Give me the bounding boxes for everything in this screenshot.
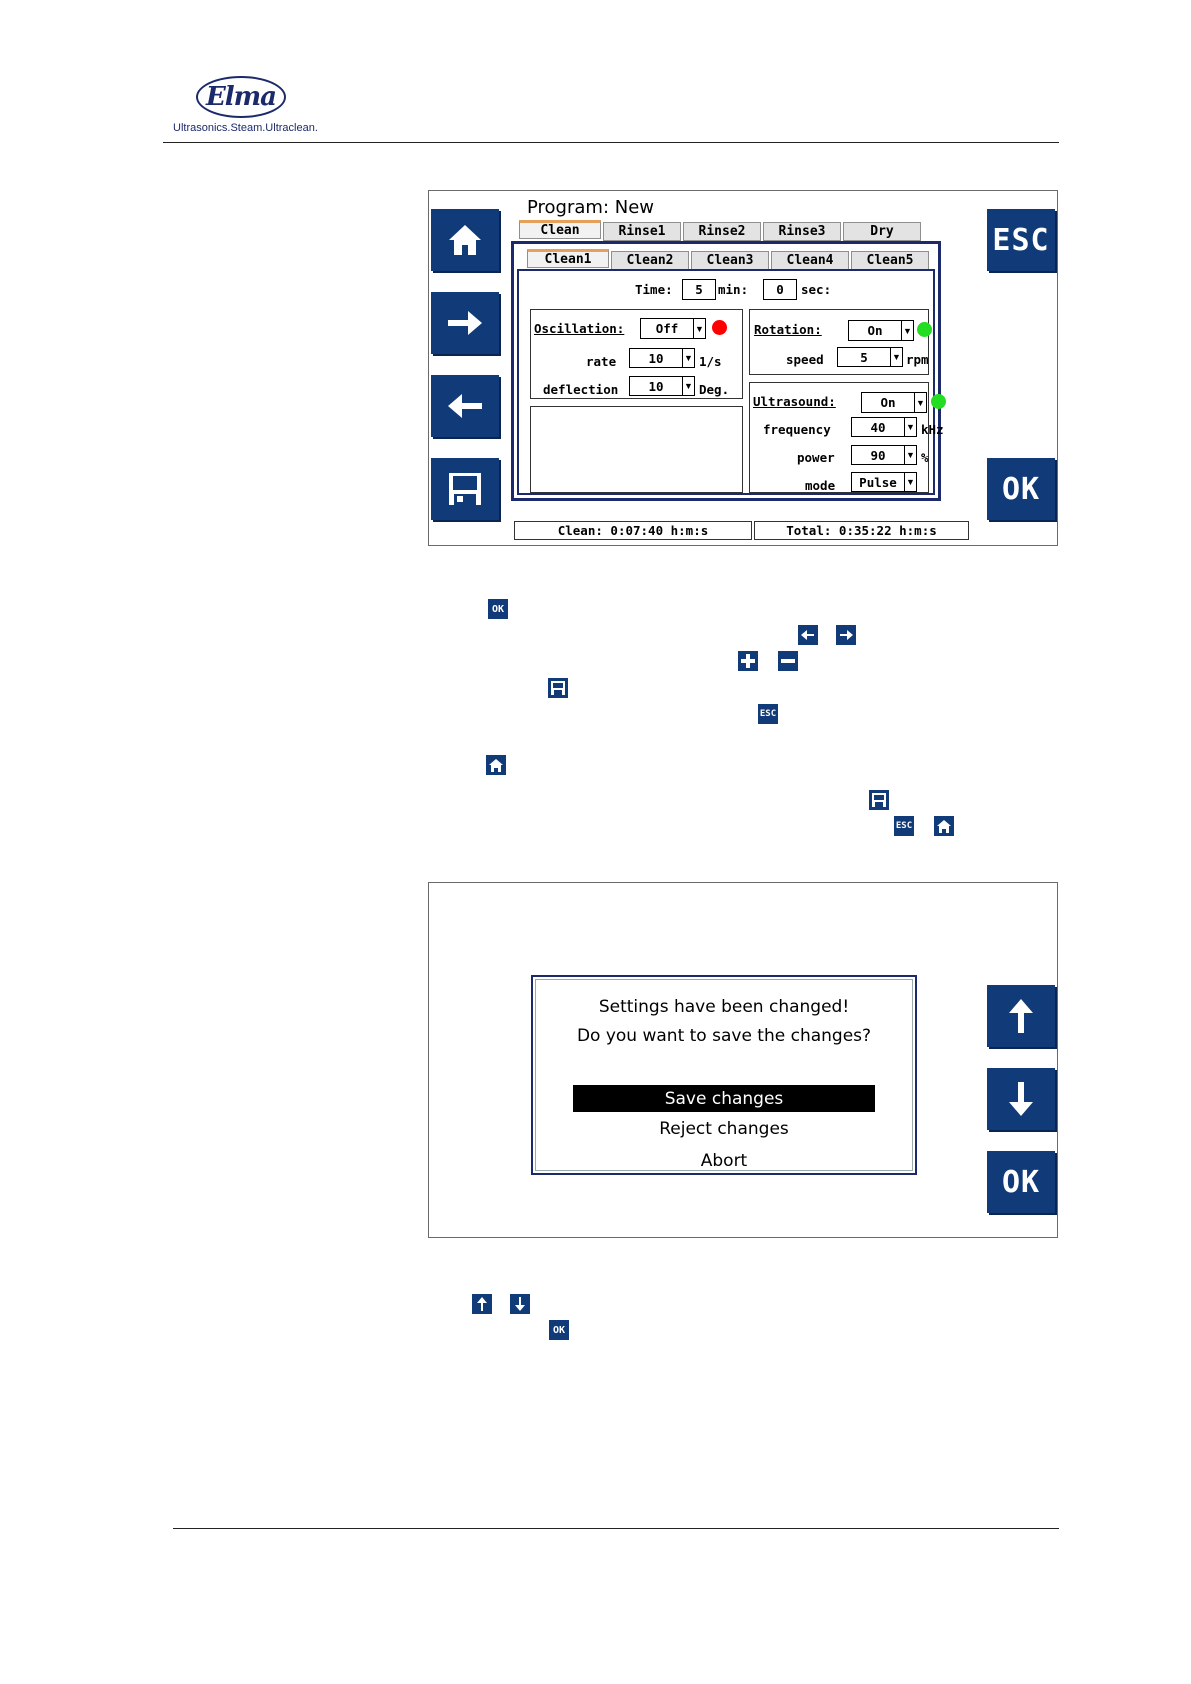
chevron-down-icon: ▼ bbox=[682, 377, 694, 395]
chevron-down-icon: ▼ bbox=[901, 321, 913, 340]
mode-dropdown[interactable]: Pulse ▼ bbox=[851, 472, 917, 492]
rate-label: rate bbox=[586, 354, 617, 369]
arrow-left-icon bbox=[446, 392, 484, 420]
oscillation-label: Oscillation: bbox=[534, 321, 625, 336]
chevron-down-icon: ▼ bbox=[904, 418, 916, 436]
plus-inline-icon bbox=[738, 651, 758, 671]
speed-dropdown[interactable]: 5 ▼ bbox=[837, 347, 903, 367]
tab-rinse2[interactable]: Rinse2 bbox=[683, 222, 761, 241]
ok-inline-icon: OK bbox=[488, 599, 508, 619]
home-icon bbox=[447, 223, 483, 257]
chevron-down-icon: ▼ bbox=[904, 473, 916, 491]
save-button[interactable] bbox=[431, 458, 499, 520]
speed-label: speed bbox=[786, 352, 824, 367]
total-time-status: Total: 0:35:22 h:m:s bbox=[754, 521, 969, 540]
rotation-label: Rotation: bbox=[754, 322, 822, 337]
arrow-down-icon bbox=[1007, 1080, 1035, 1118]
arrow-left-inline-icon bbox=[798, 625, 818, 645]
floppy-disk-inline-icon bbox=[869, 790, 889, 810]
ultrasound-status-led bbox=[931, 394, 946, 409]
frequency-dropdown[interactable]: 40 ▼ bbox=[851, 417, 917, 437]
option-save-changes[interactable]: Save changes bbox=[573, 1085, 875, 1112]
time-sec-field[interactable]: 0 bbox=[763, 279, 797, 300]
home-button[interactable] bbox=[431, 209, 499, 271]
arrow-down-inline-icon bbox=[510, 1294, 530, 1314]
deflection-unit: Deg. bbox=[699, 382, 730, 397]
tab-rinse1[interactable]: Rinse1 bbox=[603, 222, 681, 241]
tab-dry[interactable]: Dry bbox=[843, 222, 921, 241]
program-title: Program: New bbox=[527, 197, 654, 218]
save-changes-screen bbox=[428, 882, 1058, 1238]
chevron-down-icon: ▼ bbox=[890, 348, 902, 366]
logo-tagline: Ultrasonics.Steam.Ultraclean. bbox=[173, 122, 318, 134]
minus-inline-icon bbox=[778, 651, 798, 671]
time-sec-label: sec: bbox=[801, 282, 832, 297]
up-button[interactable] bbox=[987, 985, 1055, 1047]
power-label: power bbox=[797, 450, 835, 465]
frequency-label: frequency bbox=[763, 422, 831, 437]
oscillation-status-led bbox=[712, 320, 727, 335]
dialog-message-line2: Do you want to save the changes? bbox=[576, 1026, 872, 1046]
floppy-disk-icon bbox=[448, 472, 482, 506]
ultrasound-dropdown[interactable]: On ▼ bbox=[861, 392, 927, 413]
tab-clean[interactable]: Clean bbox=[519, 220, 601, 239]
option-abort[interactable]: Abort bbox=[700, 1151, 748, 1171]
rotation-status-led bbox=[917, 322, 932, 337]
chevron-down-icon: ▼ bbox=[914, 393, 926, 412]
subtab-clean2[interactable]: Clean2 bbox=[611, 251, 689, 270]
floppy-disk-inline-icon bbox=[548, 678, 568, 698]
chevron-down-icon: ▼ bbox=[693, 319, 705, 338]
ok-button[interactable]: OK bbox=[987, 458, 1055, 520]
subtab-clean4[interactable]: Clean4 bbox=[771, 251, 849, 270]
ok-inline-icon: OK bbox=[549, 1320, 569, 1340]
frequency-unit: kHz bbox=[921, 422, 944, 437]
deflection-label: deflection bbox=[543, 382, 619, 397]
chevron-down-icon: ▼ bbox=[904, 446, 916, 464]
footer-rule bbox=[173, 1528, 1059, 1529]
ultrasound-label: Ultrasound: bbox=[753, 394, 836, 409]
program-screen bbox=[428, 190, 1058, 546]
rate-dropdown[interactable]: 10 ▼ bbox=[629, 348, 695, 368]
speed-unit: rpm bbox=[906, 352, 929, 367]
next-button[interactable] bbox=[431, 292, 499, 354]
oscillation-dropdown[interactable]: Off ▼ bbox=[640, 318, 706, 339]
home-inline-icon bbox=[934, 816, 954, 836]
dialog-message-line1: Settings have been changed! bbox=[598, 997, 850, 1017]
time-min-label: min: bbox=[718, 282, 749, 297]
tab-rinse3[interactable]: Rinse3 bbox=[763, 222, 841, 241]
deflection-dropdown[interactable]: 10 ▼ bbox=[629, 376, 695, 396]
subtab-clean5[interactable]: Clean5 bbox=[851, 251, 929, 270]
power-dropdown[interactable]: 90 ▼ bbox=[851, 445, 917, 465]
arrow-up-inline-icon bbox=[472, 1294, 492, 1314]
arrow-right-icon bbox=[446, 309, 484, 337]
ok-button[interactable]: OK bbox=[987, 1151, 1055, 1213]
arrow-up-icon bbox=[1007, 997, 1035, 1035]
clean-time-status: Clean: 0:07:40 h:m:s bbox=[514, 521, 752, 540]
subtab-clean1[interactable]: Clean1 bbox=[527, 249, 609, 268]
dialog-box bbox=[531, 975, 917, 1175]
elma-logo: Elma bbox=[196, 76, 286, 118]
back-button[interactable] bbox=[431, 375, 499, 437]
header-rule bbox=[163, 142, 1059, 143]
option-reject-changes[interactable]: Reject changes bbox=[659, 1119, 789, 1139]
subtab-clean3[interactable]: Clean3 bbox=[691, 251, 769, 270]
esc-button[interactable]: ESC bbox=[987, 209, 1055, 271]
esc-inline-icon: ESC bbox=[894, 816, 914, 836]
esc-inline-icon: ESC bbox=[758, 704, 778, 724]
rotation-dropdown[interactable]: On ▼ bbox=[848, 320, 914, 341]
down-button[interactable] bbox=[987, 1068, 1055, 1130]
empty-box bbox=[530, 406, 743, 493]
mode-label: mode bbox=[805, 478, 836, 493]
power-unit: % bbox=[921, 450, 929, 465]
time-label: Time: bbox=[635, 282, 673, 297]
home-inline-icon bbox=[486, 755, 506, 775]
chevron-down-icon: ▼ bbox=[682, 349, 694, 367]
arrow-right-inline-icon bbox=[836, 625, 856, 645]
rate-unit: 1/s bbox=[699, 354, 722, 369]
time-min-field[interactable]: 5 bbox=[682, 279, 716, 300]
